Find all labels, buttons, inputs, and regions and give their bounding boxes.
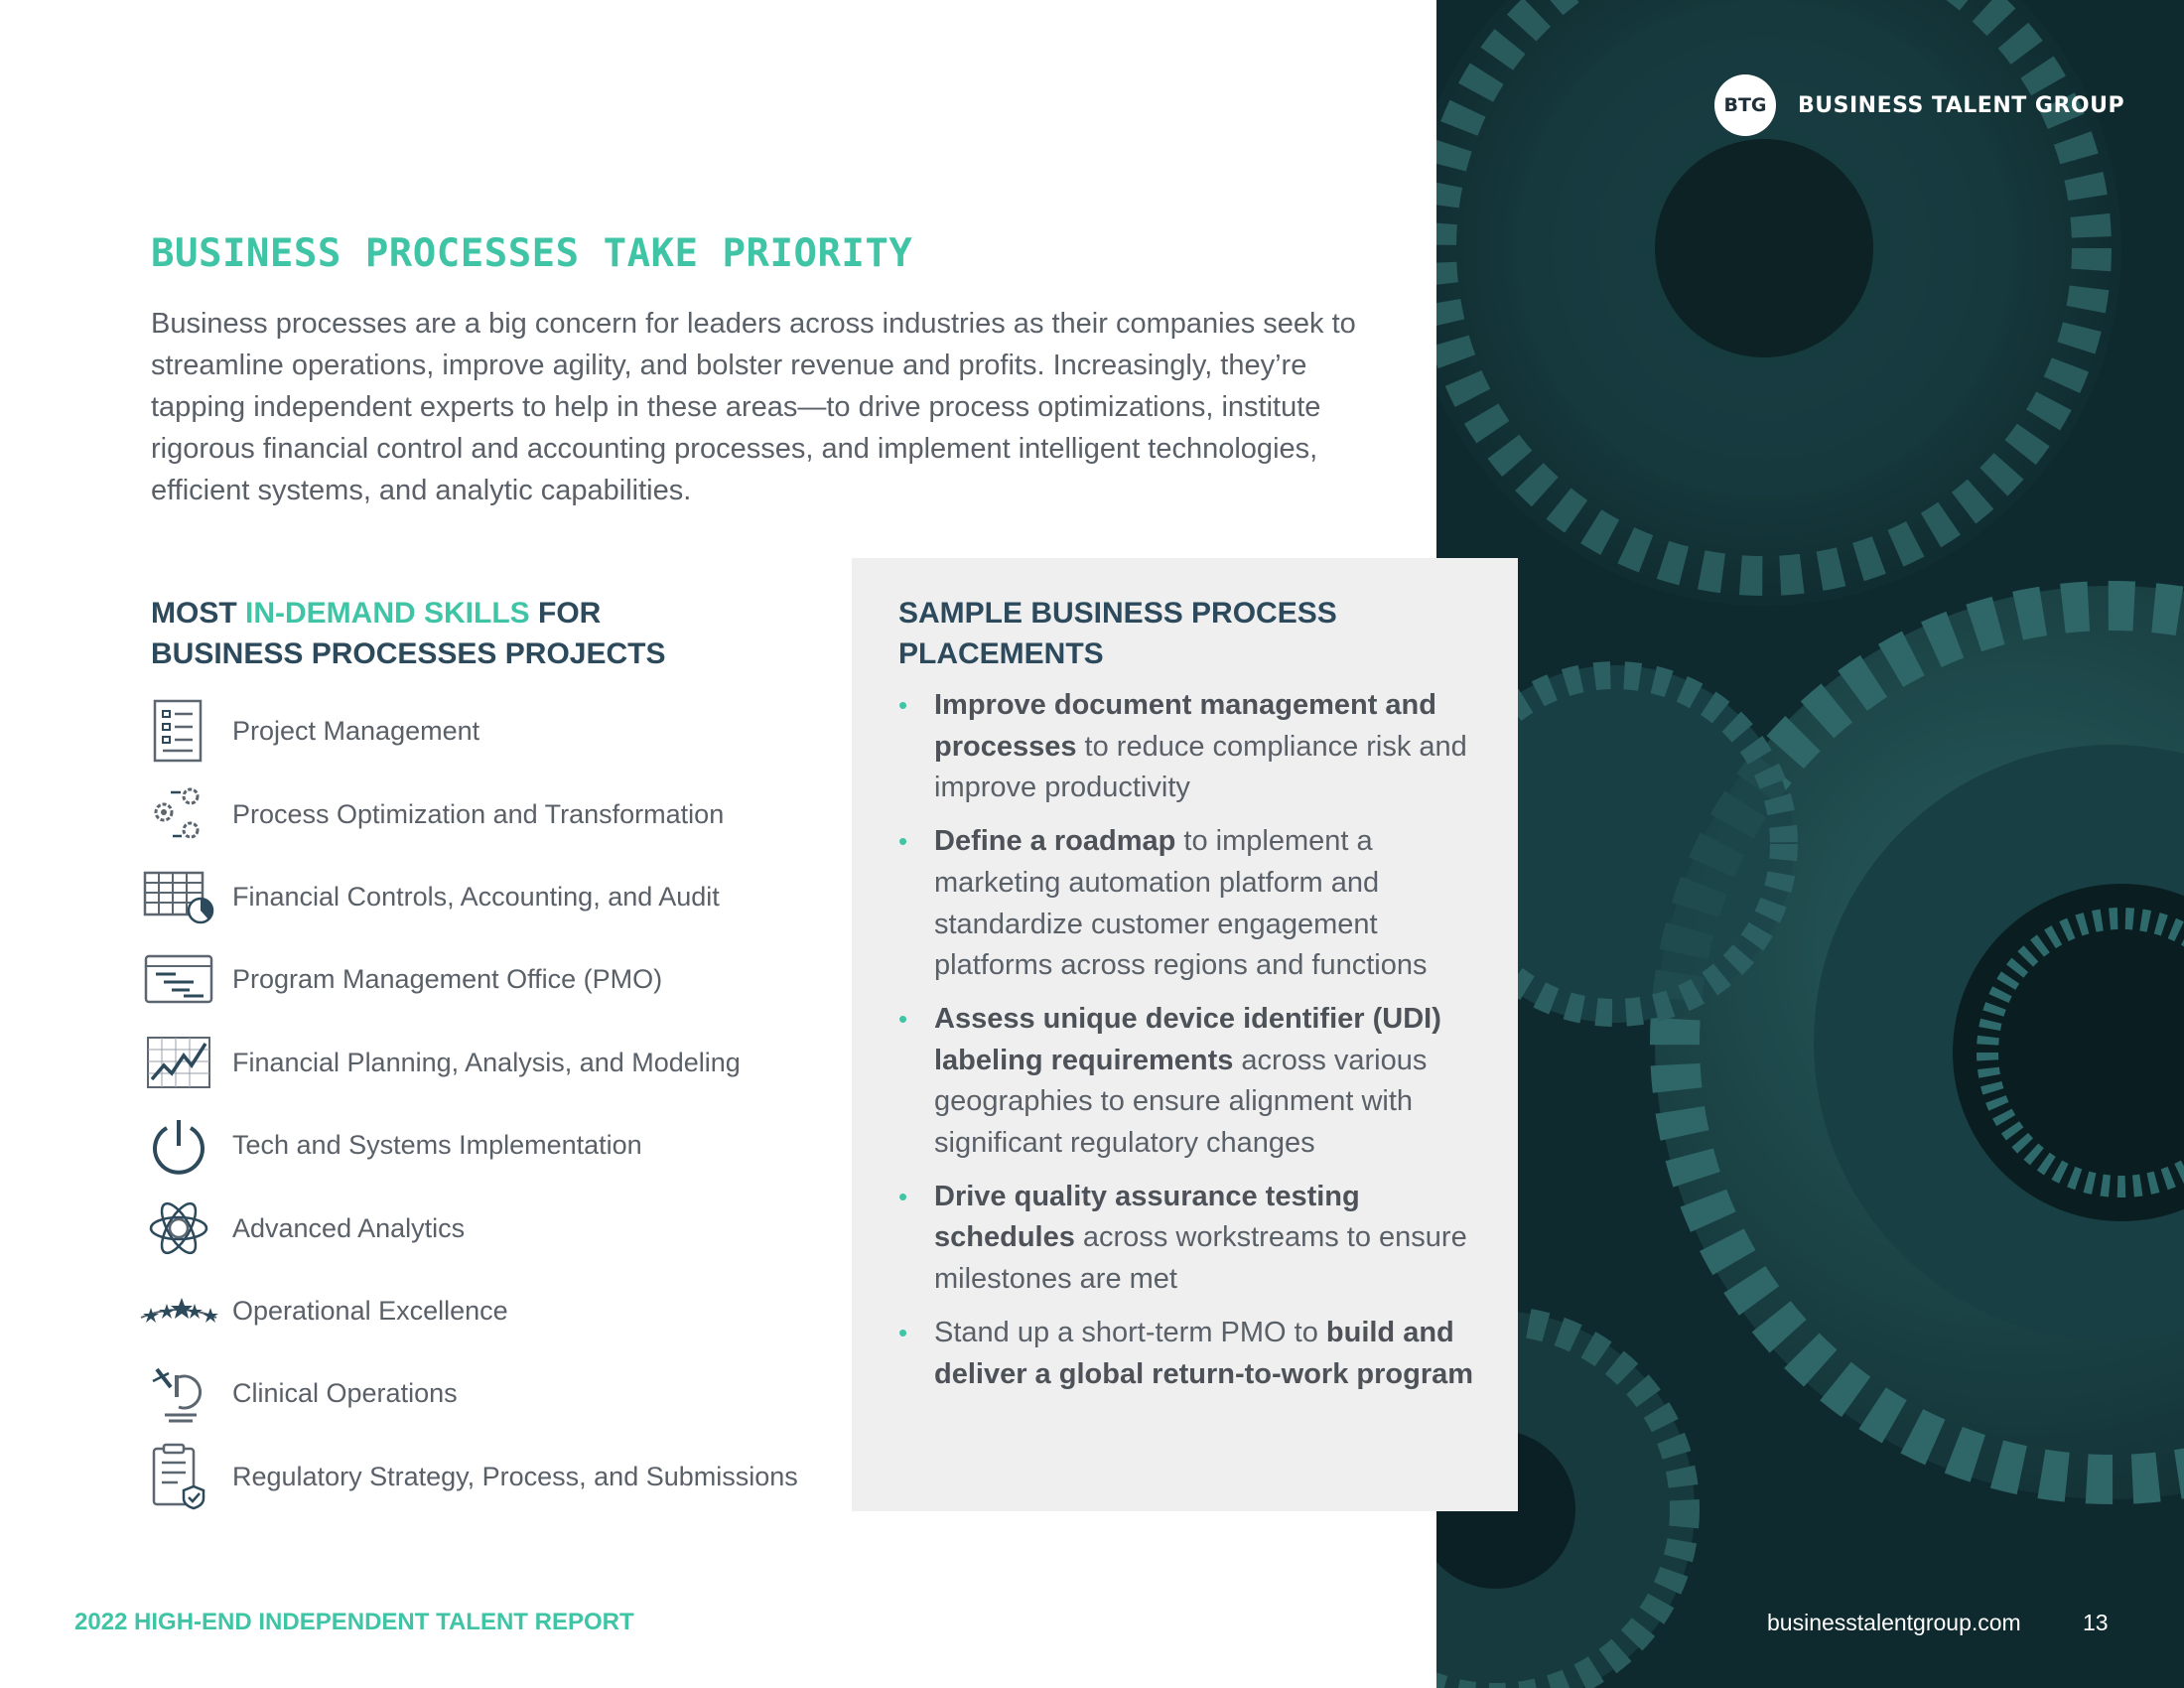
skill-item xyxy=(139,690,834,773)
placement-text-bold: Define a roadmap xyxy=(934,825,1176,858)
placement-text-bold: Drive quality assurance testing schedules xyxy=(934,1180,1360,1254)
skill-item xyxy=(139,1187,834,1269)
placements-heading xyxy=(898,593,1337,674)
logo-badge: BTG xyxy=(1714,74,1776,136)
skill-label: Program Management Office (PMO) xyxy=(232,964,663,995)
placement-text-bold: build and deliver a global return-to-work program xyxy=(934,1316,1474,1390)
intro-paragraph: Business processes are a big concern for leaders across industries as their companies seek to streamline operations, improve agility, and bolster revenue and profits. Increasingly, they’re tapping independent experts to help in these areas—to drive process optimizations, institute rigorous financial control and accounting processes, and implement intelligent technologies, efficient systems, and analytic capabilities. xyxy=(151,308,1356,506)
page-number: 13 xyxy=(2083,1610,2109,1635)
bullet-dot-icon: • xyxy=(898,1317,908,1347)
bullet-dot-icon: • xyxy=(898,1181,908,1211)
placement-text-after: across various geographies to ensure alignment with significant regulatory changes xyxy=(934,1044,1428,1160)
gears-background-image xyxy=(1436,0,2184,1688)
bullet-dot-icon: • xyxy=(898,690,908,720)
stars-rating-icon xyxy=(139,1276,218,1345)
skills-heading-part2: FOR xyxy=(529,597,602,630)
placements-list xyxy=(896,685,1492,1407)
skills-list xyxy=(139,690,834,1518)
placement-text-bold: Improve document management and processes xyxy=(934,689,1436,763)
skills-heading-part1: MOST xyxy=(151,597,245,630)
btg-logo xyxy=(1714,74,2124,136)
skill-item xyxy=(139,1270,834,1352)
skill-item xyxy=(139,1352,834,1435)
placement-item xyxy=(896,1313,1492,1395)
website-link[interactable]: businesstalentgroup.com xyxy=(1767,1610,2021,1635)
checklist-document-icon xyxy=(139,697,218,767)
skill-item xyxy=(139,773,834,855)
gears-illustration xyxy=(1436,0,2184,1688)
skill-label: Clinical Operations xyxy=(232,1378,458,1409)
placements-heading-line1: SAMPLE BUSINESS PROCESS xyxy=(898,597,1337,630)
placement-text-after: across workstreams to ensure milestones are met xyxy=(934,1221,1467,1296)
placement-item xyxy=(896,1177,1492,1301)
skill-label: Process Optimization and Transformation xyxy=(232,798,725,829)
gears-cycle-icon xyxy=(139,779,218,849)
power-icon xyxy=(139,1111,218,1181)
placement-text-after: to reduce compliance risk and improve productivity xyxy=(934,730,1467,804)
skill-item xyxy=(139,1436,834,1518)
skills-heading-accent: IN-DEMAND SKILLS xyxy=(245,597,530,630)
placement-item xyxy=(896,685,1492,809)
skill-item xyxy=(139,938,834,1021)
skill-label: Operational Excellence xyxy=(232,1295,508,1326)
placement-text-before: Stand up a short-term PMO to xyxy=(934,1316,1326,1348)
placement-item xyxy=(896,821,1492,987)
skill-label: Project Management xyxy=(232,716,480,747)
atom-icon xyxy=(139,1194,218,1263)
sample-placements-panel xyxy=(852,558,1518,1511)
gantt-chart-icon xyxy=(139,945,218,1015)
skill-label: Financial Planning, Analysis, and Modeling xyxy=(232,1047,741,1077)
skill-label: Financial Controls, Accounting, and Audit xyxy=(232,881,720,912)
bullet-dot-icon: • xyxy=(898,826,908,857)
skill-label: Advanced Analytics xyxy=(232,1212,466,1243)
line-chart-icon xyxy=(139,1028,218,1097)
skill-label: Regulatory Strategy, Process, and Submissions xyxy=(232,1461,798,1491)
clipboard-shield-icon xyxy=(139,1442,218,1511)
report-title-footer: 2022 HIGH-END INDEPENDENT TALENT REPORT xyxy=(74,1609,634,1635)
bullet-dot-icon: • xyxy=(898,1003,908,1034)
skill-item xyxy=(139,856,834,938)
logo-wordmark: BUSINESS TALENT GROUP xyxy=(1798,92,2125,118)
placement-text-bold: Assess unique device identifier (UDI) labeling requirements xyxy=(934,1002,1441,1076)
skills-heading xyxy=(151,593,665,674)
spreadsheet-pie-icon xyxy=(139,862,218,931)
page-title: BUSINESS PROCESSES TAKE PRIORITY xyxy=(151,231,913,276)
placement-text-after: to implement a marketing automation platform and standardize customer engagement platforms across regions and functions xyxy=(934,825,1428,982)
microscope-icon xyxy=(139,1359,218,1429)
skill-item xyxy=(139,1104,834,1187)
skill-label: Tech and Systems Implementation xyxy=(232,1130,642,1161)
skills-heading-line2: BUSINESS PROCESSES PROJECTS xyxy=(151,637,666,670)
placements-heading-line2: PLACEMENTS xyxy=(898,637,1104,670)
skill-item xyxy=(139,1022,834,1104)
placement-item xyxy=(896,999,1492,1165)
